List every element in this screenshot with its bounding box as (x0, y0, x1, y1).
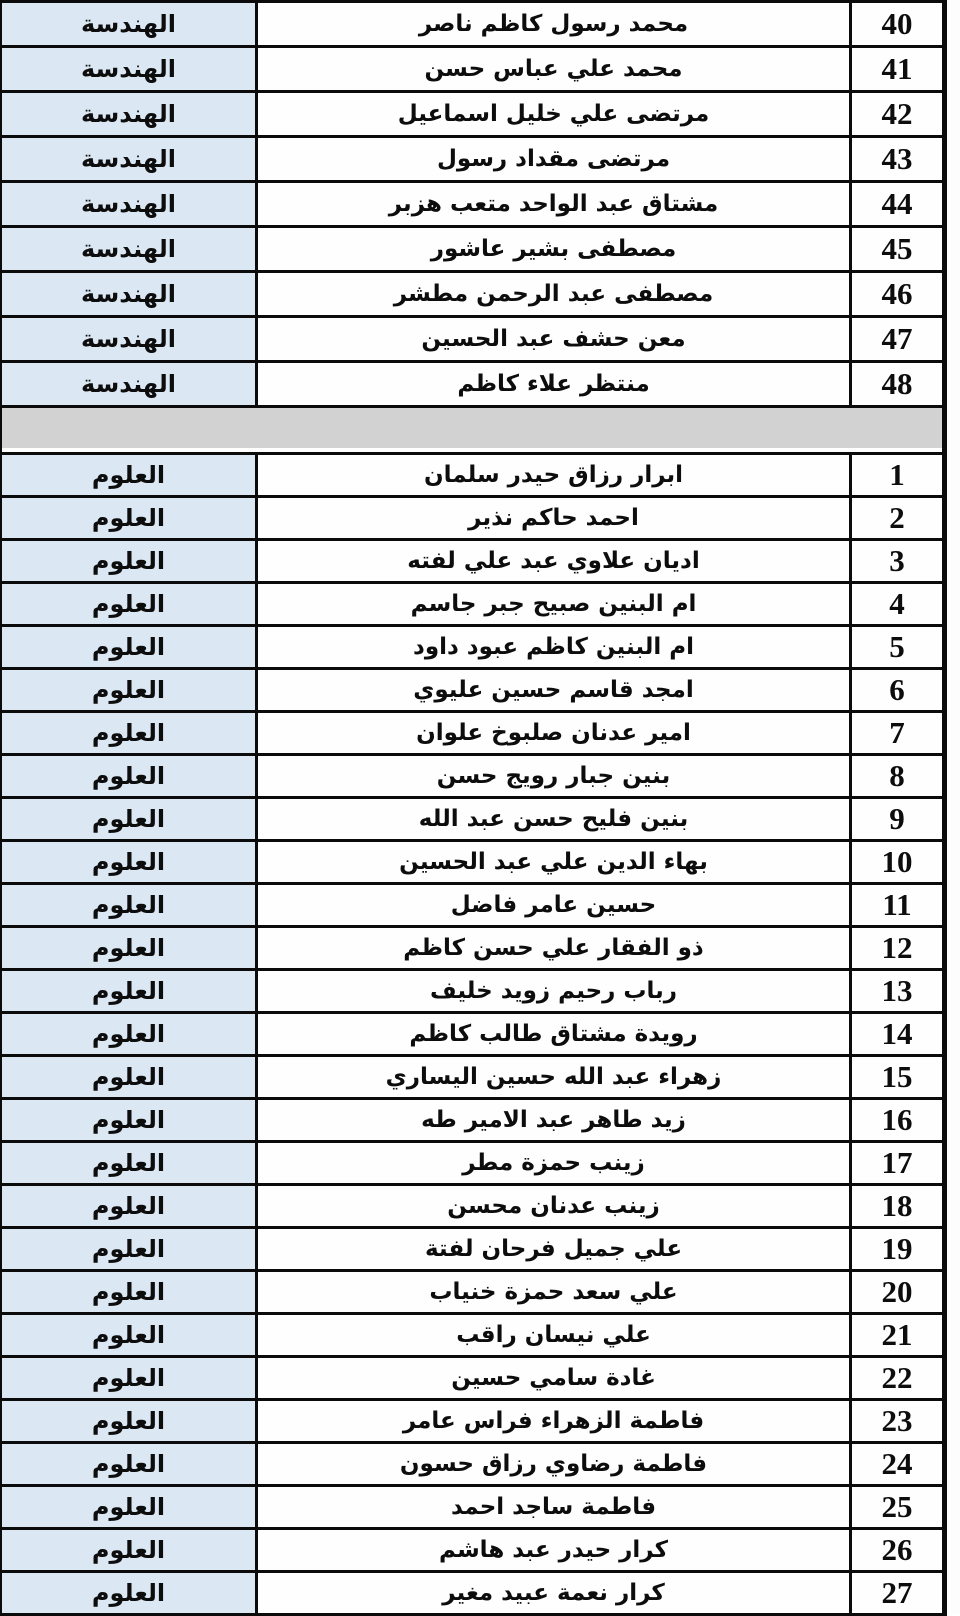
student-name-cell: كرار نعمة عبيد مغير (258, 1573, 852, 1613)
department-cell: العلوم (2, 1401, 258, 1441)
sequence-number-cell: 3 (852, 541, 942, 581)
sequence-number-cell: 22 (852, 1358, 942, 1398)
table-row (2, 183, 942, 228)
department-cell: العلوم (2, 971, 258, 1011)
student-name-cell: امير عدنان صلبوخ علوان (258, 713, 852, 753)
sequence-number-cell: 48 (852, 363, 942, 405)
department-cell: العلوم (2, 1315, 258, 1355)
table-row (2, 799, 942, 842)
table-row (2, 273, 942, 318)
department-cell: العلوم (2, 627, 258, 667)
student-name-cell: علي سعد حمزة خنياب (258, 1272, 852, 1312)
sequence-number-cell: 11 (852, 885, 942, 925)
table-row (2, 885, 942, 928)
table-row (2, 1143, 942, 1186)
department-cell: العلوم (2, 713, 258, 753)
sequence-number-cell: 40 (852, 3, 942, 45)
sequence-number-cell: 15 (852, 1057, 942, 1097)
table-row (2, 138, 942, 183)
table-row (2, 1358, 942, 1401)
sequence-number-cell: 21 (852, 1315, 942, 1355)
table-row (2, 228, 942, 273)
department-cell: الهندسة (2, 273, 258, 315)
department-cell: العلوم (2, 885, 258, 925)
department-cell: الهندسة (2, 138, 258, 180)
department-cell: العلوم (2, 1358, 258, 1398)
table-row (2, 363, 942, 408)
student-name-cell: محمد علي عباس حسن (258, 48, 852, 90)
table-row (2, 48, 942, 93)
table-row (2, 3, 942, 48)
sequence-number-cell: 20 (852, 1272, 942, 1312)
student-name-cell: منتظر علاء كاظم (258, 363, 852, 405)
table-row (2, 93, 942, 138)
student-name-cell: امجد قاسم حسين عليوي (258, 670, 852, 710)
sequence-number-cell: 13 (852, 971, 942, 1011)
sequence-number-cell: 43 (852, 138, 942, 180)
student-name-cell: فاطمة الزهراء فراس عامر (258, 1401, 852, 1441)
department-cell: العلوم (2, 1487, 258, 1527)
sequence-number-cell: 4 (852, 584, 942, 624)
sequence-number-cell: 12 (852, 928, 942, 968)
department-cell: العلوم (2, 1057, 258, 1097)
sequence-number-cell: 18 (852, 1186, 942, 1226)
table-row (2, 1530, 942, 1573)
department-cell: العلوم (2, 455, 258, 495)
department-cell: العلوم (2, 756, 258, 796)
student-name-cell: ام البنين كاظم عبود داود (258, 627, 852, 667)
student-name-cell: محمد رسول كاظم ناصر (258, 3, 852, 45)
student-name-cell: رباب رحيم زويد خليف (258, 971, 852, 1011)
student-name-cell: علي جميل فرحان لفتة (258, 1229, 852, 1269)
student-name-cell: فاطمة رضاوي رزاق حسون (258, 1444, 852, 1484)
table-row (2, 842, 942, 885)
department-cell: الهندسة (2, 48, 258, 90)
department-cell: العلوم (2, 1014, 258, 1054)
student-name-cell: بنين جبار رويج حسن (258, 756, 852, 796)
student-name-cell: زينب عدنان محسن (258, 1186, 852, 1226)
table-row (2, 1487, 942, 1530)
department-cell: العلوم (2, 842, 258, 882)
sequence-number-cell: 47 (852, 318, 942, 360)
student-name-cell: كرار حيدر عبد هاشم (258, 1530, 852, 1570)
department-cell: العلوم (2, 584, 258, 624)
table-row (2, 756, 942, 799)
department-cell: الهندسة (2, 318, 258, 360)
department-cell: العلوم (2, 1100, 258, 1140)
table-row (2, 1100, 942, 1143)
table-row (2, 498, 942, 541)
department-cell: الهندسة (2, 363, 258, 405)
sequence-number-cell: 41 (852, 48, 942, 90)
sequence-number-cell: 27 (852, 1573, 942, 1613)
sequence-number-cell: 25 (852, 1487, 942, 1527)
student-name-cell: علي نيسان راقب (258, 1315, 852, 1355)
department-cell: العلوم (2, 799, 258, 839)
table-row (2, 627, 942, 670)
sequence-number-cell: 2 (852, 498, 942, 538)
table-row (2, 670, 942, 713)
student-name-cell: ابرار رزاق حيدر سلمان (258, 455, 852, 495)
department-cell: الهندسة (2, 228, 258, 270)
table-row (2, 713, 942, 756)
sequence-number-cell: 10 (852, 842, 942, 882)
student-name-cell: بنين فليح حسن عبد الله (258, 799, 852, 839)
student-name-cell: مصطفى عبد الرحمن مطشر (258, 273, 852, 315)
table-row (2, 455, 942, 498)
section-separator (2, 408, 942, 452)
student-name-cell: مرتضى مقداد رسول (258, 138, 852, 180)
sequence-number-cell: 24 (852, 1444, 942, 1484)
table-row (2, 928, 942, 971)
department-cell: الهندسة (2, 93, 258, 135)
department-cell: العلوم (2, 1444, 258, 1484)
sequence-number-cell: 42 (852, 93, 942, 135)
department-cell: العلوم (2, 928, 258, 968)
student-name-cell: بهاء الدين علي عبد الحسين (258, 842, 852, 882)
sequence-number-cell: 46 (852, 273, 942, 315)
table-row (2, 1186, 942, 1229)
student-name-cell: حسين عامر فاضل (258, 885, 852, 925)
table-row (2, 1401, 942, 1444)
sequence-number-cell: 6 (852, 670, 942, 710)
table-row (2, 1315, 942, 1358)
student-name-cell: فاطمة ساجد احمد (258, 1487, 852, 1527)
student-name-cell: زهراء عبد الله حسين اليساري (258, 1057, 852, 1097)
department-cell: العلوم (2, 670, 258, 710)
department-cell: العلوم (2, 498, 258, 538)
sequence-number-cell: 45 (852, 228, 942, 270)
table-row (2, 1444, 942, 1487)
sequence-number-cell: 1 (852, 455, 942, 495)
student-name-cell: مصطفى بشير عاشور (258, 228, 852, 270)
sequence-number-cell: 16 (852, 1100, 942, 1140)
student-name-cell: ام البنين صبيح جبر جاسم (258, 584, 852, 624)
table-row (2, 1573, 942, 1616)
table-row (2, 541, 942, 584)
sequence-number-cell: 17 (852, 1143, 942, 1183)
student-name-cell: زيد طاهر عبد الامير طه (258, 1100, 852, 1140)
student-name-cell: غادة سامي حسين (258, 1358, 852, 1398)
department-cell: العلوم (2, 1530, 258, 1570)
student-name-cell: احمد حاكم نذير (258, 498, 852, 538)
table-row (2, 1014, 942, 1057)
sequence-number-cell: 5 (852, 627, 942, 667)
student-name-cell: ذو الفقار علي حسن كاظم (258, 928, 852, 968)
table-row (2, 1229, 942, 1272)
department-cell: العلوم (2, 1229, 258, 1269)
student-name-cell: زينب حمزة مطر (258, 1143, 852, 1183)
student-name-cell: مرتضى علي خليل اسماعيل (258, 93, 852, 135)
department-cell: العلوم (2, 1272, 258, 1312)
sequence-number-cell: 9 (852, 799, 942, 839)
department-cell: العلوم (2, 1186, 258, 1226)
table-row (2, 1057, 942, 1100)
table-row (2, 971, 942, 1014)
department-cell: الهندسة (2, 3, 258, 45)
table-row (2, 318, 942, 363)
sequence-number-cell: 23 (852, 1401, 942, 1441)
sequence-number-cell: 26 (852, 1530, 942, 1570)
student-name-cell: مشتاق عبد الواحد متعب هزبر (258, 183, 852, 225)
sequence-number-cell: 14 (852, 1014, 942, 1054)
sequence-number-cell: 19 (852, 1229, 942, 1269)
department-cell: العلوم (2, 1573, 258, 1613)
student-name-cell: اديان علاوي عبد علي لفته (258, 541, 852, 581)
table-row (2, 1272, 942, 1315)
table-row (2, 584, 942, 627)
department-cell: العلوم (2, 541, 258, 581)
sequence-number-cell: 44 (852, 183, 942, 225)
department-cell: العلوم (2, 1143, 258, 1183)
sequence-number-cell: 8 (852, 756, 942, 796)
department-cell: الهندسة (2, 183, 258, 225)
student-name-cell: معن حشف عبد الحسين (258, 318, 852, 360)
sequence-number-cell: 7 (852, 713, 942, 753)
student-name-cell: رويدة مشتاق طالب كاظم (258, 1014, 852, 1054)
